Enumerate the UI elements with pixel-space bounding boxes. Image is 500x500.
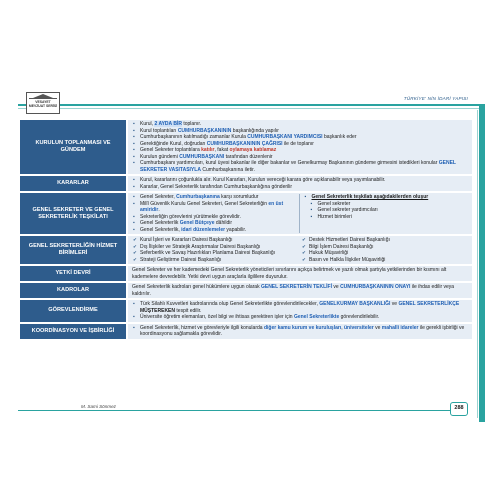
list-item: ▪ Millî Güvenlik Kurulu Genel Sekreteri, Genel Sekreterliğin en üst amiridir. — [132, 201, 297, 214]
list-item: ▪ Genel Sekreterlik, idari düzenlemeler yapabilir. — [132, 227, 297, 234]
list-item: ▪ Kurul, kararlarını çoğunlukla alır. Kurul Kararları, Kurulun vereceği karara göre açıklanabilir veya yayımlanabilir. — [132, 177, 468, 184]
row-label: GENEL SEKRETERLİĞİN HİZMET BİRİMLERİ — [20, 236, 126, 264]
left-column — [132, 194, 297, 233]
left-column — [132, 237, 299, 263]
row-label: GÖREVLENDİRME — [20, 300, 126, 322]
list-item: ▪ Genel Sekreter toplantılara katılır, fakat oylamaya katılamaz — [132, 147, 468, 154]
list-item: ▪ Genel Sekreterlik, hizmet ve görevleriyle ilgili konularda diğer kamu kurum ve kuruluşları, üniversiteler ve mahalli idareler ile gerekli işbirliği ve koordinasyonu sağlamakla görevlidir. — [132, 325, 468, 338]
row-kararlar — [20, 176, 472, 191]
row-label: KURULUN TOPLANMASI VE GÜNDEM — [20, 120, 126, 174]
building-icon — [29, 94, 57, 99]
list-item: ▪ Kararlar, Genel Sekreterlik tarafından Cumhurbaşkanlığına gönderilir — [132, 184, 468, 191]
row-content — [128, 300, 472, 322]
list-item: ✔ Basın ve Halkla İlişkiler Müşavirliği — [301, 257, 468, 264]
list-item: ▪ Genel sekreter yardımcıları — [310, 207, 469, 214]
footer-rule — [18, 410, 458, 411]
row-kadrolar — [20, 283, 472, 298]
document-page — [18, 92, 482, 416]
row-content — [128, 176, 472, 191]
header-rule — [18, 104, 482, 106]
page-number: 288 — [450, 402, 468, 416]
row-content — [128, 120, 472, 174]
author-name: M. Sami Sönmez — [78, 404, 119, 409]
row-koordinasyon — [20, 324, 472, 339]
list-item: ✔ Seferberlik ve Savaş Hazırlıkları Planlama Dairesi Başkanlığı — [132, 250, 299, 257]
row-content — [128, 324, 472, 339]
summary-table — [20, 120, 472, 341]
row-content: Genel Sekreterlik kadroları genel hükümlere uygun olarak GENEL SEKRETERİN TEKLİFİ ve CUMHURBAŞKANININ ONAYI ile ihdas edilir veya kaldırılır. — [128, 283, 472, 298]
list-item: ▪ Cumhurbaşkanı yardımcıları, kurul üyesi bakanlar ile diğer bakanlar ve Genelkurmay Başkanının gündeme girmesini istedikleri konular GENEL SEKRETER VASITASIYLA Cumhurbaşkanına iletir. — [132, 160, 468, 173]
logo-text: VESAYET MEVZUAT SERİSİ — [28, 100, 58, 108]
row-content: Genel Sekreter ve her kademedeki Genel Sekreterlik yöneticileri sınırlarını açıkça belirtmek ve yazılı olmak şartıyla yetkilerinden bir kısmını alt kademelere devredebilir. Yetki devri uygun araçlarla ilgililere duyurulur. — [128, 266, 472, 281]
side-bar — [479, 104, 485, 422]
row-yetki-devri — [20, 266, 472, 281]
list-item: ✔ Hukuk Müşavirliği — [301, 250, 468, 257]
list-item: ▪ Sekreterliğin görevlerini yürütmekle görevlidir. — [132, 214, 297, 221]
series-logo — [26, 92, 60, 114]
list-item: ▪ Türk Silahlı Kuvvetleri kadrolarında olup Genel Sekreterlikte görevlendirilecekler, GENELKURMAY BAŞKANLIĞI ve GENEL SEKRETERLİKÇE MÜŞTEREKEN tespit edilir. — [132, 301, 468, 314]
list-item: ▪ Kurul toplantıları CUMHURBAŞKANININ başkanlığında yapılır — [132, 128, 468, 135]
list-item: ▪ Genel sekreter — [310, 201, 469, 208]
list-item: ✔ Destek Hizmetleri Dairesi Başkanlığı — [301, 237, 468, 244]
row-label: KADROLAR — [20, 283, 126, 298]
list-item: ▪ Kurulun gündemi CUMHURBAŞKANI tarafından düzenlenir — [132, 154, 468, 161]
right-column — [299, 194, 469, 233]
list-item: ▪ Kurul, 2 AYDA BİR toplanır. — [132, 121, 468, 128]
list-item: ▪ Hizmet birimleri — [310, 214, 469, 221]
row-content — [128, 236, 472, 264]
row-label: YETKİ DEVRİ — [20, 266, 126, 281]
row-kurul — [20, 120, 472, 174]
row-genel-sekreter — [20, 193, 472, 234]
list-item: ▪ Genel Sekreter, Cumhurbaşkanına karşı sorumludur — [132, 194, 297, 201]
row-gorevlendirme — [20, 300, 472, 322]
list-item: ✔ Kurul İşleri ve Kararları Dairesi Başkanlığı — [132, 237, 299, 244]
list-item: ▪ Genel Sekreterlik Genel Bütçeye dâhildir — [132, 220, 297, 227]
row-content — [128, 193, 472, 234]
row-label: KARARLAR — [20, 176, 126, 191]
list-item: ✔ Dış İlişkiler ve Stratejik Araştırmalar Dairesi Başkanlığı — [132, 244, 299, 251]
right-column — [301, 237, 468, 263]
list-item: ▪ Genel Sekreterlik teşkilatı aşağıdakilerden oluşur — [304, 194, 469, 201]
list-item: ✔ Strateji Geliştirme Dairesi Başkanlığı — [132, 257, 299, 264]
list-item: ✔ Bilgi İşlem Dairesi Başkanlığı — [301, 244, 468, 251]
row-hizmet-birimleri — [20, 236, 472, 264]
list-item: ▪ Üniversite öğretim elemanları, özel bilgi ve ihtisas gerektiren işler için Genel Sekreterlikte görevlendirilebilir. — [132, 314, 468, 321]
list-item: ▪ Cumhurbaşkanının katılmadığı zamanlar Kurula CUMHURBAŞKANI YARDIMCISI başkanlık eder — [132, 134, 468, 141]
header-rule-thin — [18, 108, 482, 109]
row-label: KOORDİNASYON VE İŞBİRLİĞİ — [20, 324, 126, 339]
running-header: TÜRKİYE' NİN İDARİ YAPISI — [403, 96, 468, 101]
row-label: GENEL SEKRETER VE GENEL SEKRETERLİK TEŞKİLATI — [20, 193, 126, 234]
list-item: ▪ Gerektiğinde Kurul, doğrudan CUMHURBAŞKANININ ÇAĞRISI ile de toplanır — [132, 141, 468, 148]
side-bar-thin — [477, 110, 478, 418]
